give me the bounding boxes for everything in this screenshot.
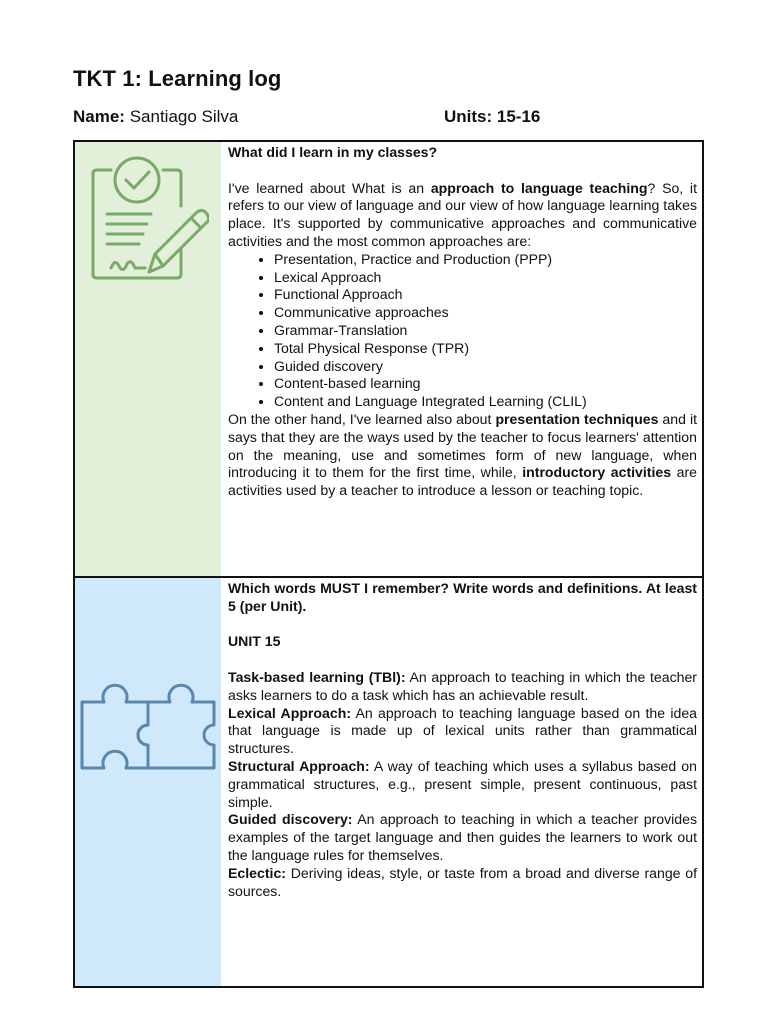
definition-item: Task-based learning (TBl): An approach to teaching in which the teacher asks learners to do a task which has an achievable result.: [228, 668, 698, 703]
name-label: Name:: [73, 107, 125, 126]
checklist-clipboard-pencil-icon: [89, 154, 209, 284]
approaches-list: [228, 251, 697, 411]
intro-paragraph: I've learned about What is an approach to language teaching? So, it refers to our view of language and our view of how language learning takes place. It's supported by communicative approaches and communicative activities and the most common approaches are:: [228, 179, 697, 249]
list-item: • Functional Approach: [274, 286, 697, 304]
green-side-panel: [75, 142, 221, 576]
student-name: Santiago Silva: [129, 107, 239, 126]
section1-heading: What did I learn in my classes?: [228, 144, 438, 160]
definition-item: Guided discovery: An approach to teaching in which a teacher provides examples of the target language and then guides the learners to work out the language rules for themselves.: [228, 811, 697, 863]
vocabulary-content: [228, 580, 697, 900]
unit-label: UNIT 15: [228, 633, 281, 650]
list-item: • Lexical Approach: [274, 269, 697, 287]
list-item: • Total Physical Response (TPR): [274, 340, 697, 358]
list-item: • Content and Language Integrated Learning (CLIL): [274, 393, 697, 411]
definition-item: Eclectic: Deriving ideas, style, or taste from a broad and diverse range of sources.: [228, 864, 697, 899]
vocabulary-row: [75, 578, 702, 986]
definition-item: Lexical Approach: An approach to teaching language based on the idea that language is made up of lexical units rather than grammatical structures.: [228, 704, 698, 757]
list-item: • Content-based learning: [274, 375, 697, 393]
learning-log-table: [73, 140, 704, 988]
techniques-paragraph: On the other hand, I've learned also about presentation techniques and it says that they are the ways used by the teacher to focus learners' attention on the meaning, use and sometimes form of new language, when introducing it to them for the first time, while, introductory activities are activities used by a teacher to introduce a lesson or teaching topic.: [228, 410, 698, 499]
learning-row: [75, 142, 702, 578]
list-item: • Grammar-Translation: [274, 322, 697, 340]
list-item: • Communicative approaches: [274, 304, 697, 322]
list-item: • Guided discovery: [274, 358, 697, 376]
name-row: [73, 107, 238, 127]
section2-heading: Which words MUST I remember? Write words and definitions. At least 5 (per Unit).: [228, 580, 697, 614]
units-label: Units: 15-16: [444, 107, 541, 126]
blue-side-panel: [75, 578, 221, 986]
learning-content: [228, 144, 697, 500]
page-title: TKT 1: Learning log: [73, 66, 282, 91]
definition-item: Structural Approach: A way of teaching which uses a syllabus based on grammatical structures, e.g., present simple, present continuous, past simple.: [228, 757, 697, 810]
puzzle-pieces-icon: [80, 680, 220, 775]
list-item: • Presentation, Practice and Production (PPP): [274, 251, 697, 269]
